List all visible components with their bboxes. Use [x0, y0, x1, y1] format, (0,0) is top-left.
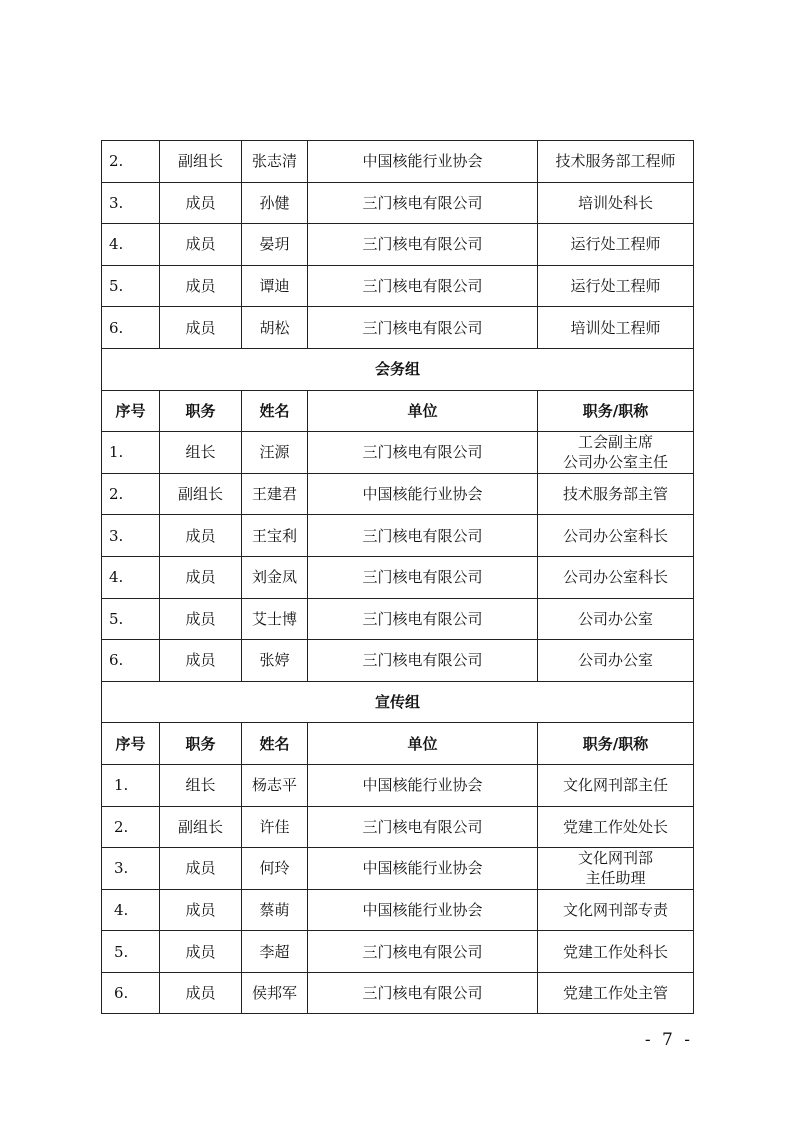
seq-cell: 2.: [102, 473, 160, 515]
name-cell: 王宝利: [242, 515, 308, 557]
title-line: 公司办公室主任: [562, 453, 668, 472]
role-cell: 副组长: [160, 141, 242, 183]
unit-cell: 三门核电有限公司: [308, 806, 538, 848]
name-cell: 胡松: [242, 307, 308, 349]
title-cell: [538, 473, 694, 515]
seq-cell: 1.: [102, 432, 160, 474]
role-cell: 成员: [160, 265, 242, 307]
header-seq: 序号: [102, 723, 160, 765]
seq-cell: 5.: [102, 265, 160, 307]
role-cell: 成员: [160, 307, 242, 349]
seq-cell: 3.: [102, 515, 160, 557]
table-row: [102, 556, 694, 598]
name-cell: 蔡萌: [242, 889, 308, 931]
header-role: 职务: [160, 390, 242, 432]
title-cell: 运行处工程师: [538, 265, 694, 307]
group-header-row: [102, 348, 694, 390]
unit-cell: 中国核能行业协会: [308, 889, 538, 931]
unit-cell: 三门核电有限公司: [308, 972, 538, 1014]
table-row: [102, 848, 694, 890]
seq-cell: 4.: [102, 556, 160, 598]
title-line: 党建工作处科长: [562, 942, 668, 961]
header-name: 姓名: [242, 723, 308, 765]
name-cell: 张志清: [242, 141, 308, 183]
group-title: 会务组: [102, 348, 694, 390]
table-row: [102, 889, 694, 931]
header-unit: 单位: [308, 723, 538, 765]
table-row: [102, 182, 694, 224]
title-line: 公司办公室科长: [562, 526, 668, 545]
title-line: 文化网刊部主任: [562, 776, 668, 795]
seq-cell: 2.: [102, 806, 160, 848]
title-line: 党建工作处处长: [562, 817, 668, 836]
title-line: 公司办公室科长: [562, 568, 668, 587]
header-role: 职务: [160, 723, 242, 765]
title-cell: [538, 556, 694, 598]
unit-cell: 中国核能行业协会: [308, 473, 538, 515]
role-cell: 组长: [160, 764, 242, 806]
title-cell: 培训处科长: [538, 182, 694, 224]
title-line: 文化网刊部专责: [562, 900, 668, 919]
table-row: [102, 515, 694, 557]
title-cell: [538, 515, 694, 557]
unit-cell: 三门核电有限公司: [308, 182, 538, 224]
title-line: 技术服务部主管: [562, 485, 668, 504]
unit-cell: 中国核能行业协会: [308, 141, 538, 183]
seq-cell: 6.: [102, 640, 160, 682]
seq-cell: 3.: [102, 182, 160, 224]
role-cell: 成员: [160, 931, 242, 973]
page-number: - 7 -: [644, 1030, 693, 1050]
role-cell: 成员: [160, 640, 242, 682]
table-row: [102, 265, 694, 307]
role-cell: 成员: [160, 848, 242, 890]
role-cell: 成员: [160, 515, 242, 557]
column-header-row: [102, 723, 694, 765]
unit-cell: 三门核电有限公司: [308, 432, 538, 474]
title-cell: [538, 848, 694, 890]
role-cell: 成员: [160, 224, 242, 266]
table-row: [102, 806, 694, 848]
role-cell: 成员: [160, 598, 242, 640]
seq-cell: 5.: [102, 931, 160, 973]
roster-table: [101, 140, 694, 1014]
table-row: [102, 640, 694, 682]
name-cell: 李超: [242, 931, 308, 973]
header-title: 职务/职称: [538, 390, 694, 432]
title-cell: 技术服务部工程师: [538, 141, 694, 183]
seq-cell: 4.: [102, 889, 160, 931]
name-cell: 刘金凤: [242, 556, 308, 598]
unit-cell: 中国核能行业协会: [308, 848, 538, 890]
title-line: 主任助理: [585, 869, 646, 888]
role-cell: 成员: [160, 182, 242, 224]
seq-cell: 5.: [102, 598, 160, 640]
unit-cell: 三门核电有限公司: [308, 598, 538, 640]
seq-cell: 6.: [102, 307, 160, 349]
title-line: 公司办公室: [577, 651, 653, 670]
unit-cell: 三门核电有限公司: [308, 224, 538, 266]
title-line: 工会副主席: [577, 433, 653, 452]
seq-cell: 6.: [102, 972, 160, 1014]
title-cell: [538, 598, 694, 640]
seq-cell: 2.: [102, 141, 160, 183]
name-cell: 晏玥: [242, 224, 308, 266]
table-row: [102, 141, 694, 183]
title-line: 党建工作处主管: [562, 984, 668, 1003]
role-cell: 成员: [160, 972, 242, 1014]
name-cell: 侯邦军: [242, 972, 308, 1014]
unit-cell: 三门核电有限公司: [308, 515, 538, 557]
unit-cell: 三门核电有限公司: [308, 640, 538, 682]
name-cell: 许佳: [242, 806, 308, 848]
title-line: 公司办公室: [577, 609, 653, 628]
table-row: [102, 473, 694, 515]
title-cell: [538, 972, 694, 1014]
table-row: [102, 224, 694, 266]
group-title: 宣传组: [102, 681, 694, 723]
title-cell: [538, 432, 694, 474]
name-cell: 何玲: [242, 848, 308, 890]
role-cell: 成员: [160, 889, 242, 931]
name-cell: 汪源: [242, 432, 308, 474]
header-name: 姓名: [242, 390, 308, 432]
title-cell: [538, 640, 694, 682]
roster-body: [102, 141, 694, 1014]
table-row: [102, 598, 694, 640]
title-cell: 培训处工程师: [538, 307, 694, 349]
unit-cell: 三门核电有限公司: [308, 307, 538, 349]
column-header-row: [102, 390, 694, 432]
title-cell: [538, 889, 694, 931]
title-cell: [538, 931, 694, 973]
name-cell: 孙健: [242, 182, 308, 224]
table-row: [102, 432, 694, 474]
unit-cell: 三门核电有限公司: [308, 556, 538, 598]
table-row: [102, 931, 694, 973]
group-header-row: [102, 681, 694, 723]
name-cell: 杨志平: [242, 764, 308, 806]
table-row: [102, 764, 694, 806]
role-cell: 组长: [160, 432, 242, 474]
role-cell: 副组长: [160, 473, 242, 515]
name-cell: 谭迪: [242, 265, 308, 307]
title-line: 文化网刊部: [577, 849, 653, 868]
table-row: [102, 972, 694, 1014]
title-cell: 运行处工程师: [538, 224, 694, 266]
seq-cell: 1.: [102, 764, 160, 806]
name-cell: 艾士博: [242, 598, 308, 640]
seq-cell: 4.: [102, 224, 160, 266]
unit-cell: 三门核电有限公司: [308, 265, 538, 307]
role-cell: 成员: [160, 556, 242, 598]
name-cell: 张婷: [242, 640, 308, 682]
unit-cell: 中国核能行业协会: [308, 764, 538, 806]
role-cell: 副组长: [160, 806, 242, 848]
header-seq: 序号: [102, 390, 160, 432]
title-cell: [538, 806, 694, 848]
header-unit: 单位: [308, 390, 538, 432]
unit-cell: 三门核电有限公司: [308, 931, 538, 973]
header-title: 职务/职称: [538, 723, 694, 765]
table-row: [102, 307, 694, 349]
name-cell: 王建君: [242, 473, 308, 515]
seq-cell: 3.: [102, 848, 160, 890]
title-cell: [538, 764, 694, 806]
